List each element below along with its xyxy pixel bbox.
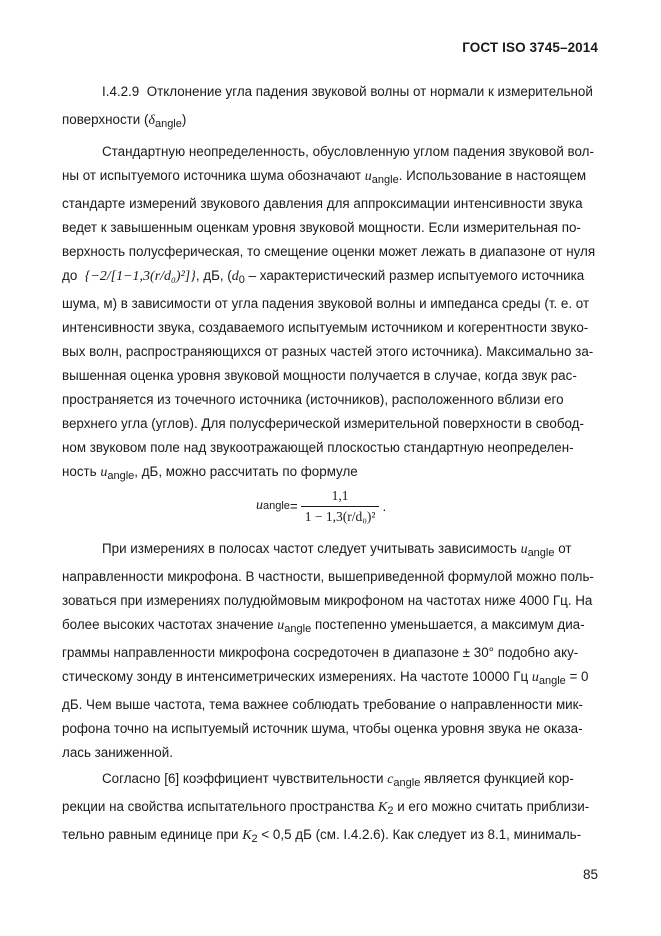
k2-symbol: K bbox=[242, 828, 252, 843]
p2-line: направленности микрофона. В частности, вышеприведенной формулой можно поль- bbox=[62, 569, 594, 584]
p2-text: граммы направленности микрофона сосредоточен в диапазоне bbox=[62, 645, 463, 660]
p2-line: лась заниженной. bbox=[62, 745, 173, 760]
p3-text: является функцией кор- bbox=[420, 771, 574, 786]
p2-line bbox=[62, 641, 599, 665]
p1-text: . Использование в настоящем bbox=[398, 168, 587, 183]
p1-text: – характеристический размер испытуемого источника bbox=[244, 268, 585, 283]
p1-line: верхнего угла (углов). Для полусферической измерительной поверхности в свобод- bbox=[62, 416, 584, 431]
p1-text: ны от испытуемого источника шума обозначают bbox=[62, 168, 365, 183]
p3-text: рекции на свойства испытательного пространства bbox=[62, 799, 378, 814]
u-subscript: angle bbox=[107, 470, 135, 482]
p2-text: стическому зонду в интенсиметрических измерениях. На частоте 10000 Гц bbox=[62, 669, 532, 684]
p3-line bbox=[62, 823, 599, 851]
p3-text: тельно равным единице при bbox=[62, 827, 243, 842]
paragraph-1 bbox=[62, 140, 599, 488]
p1-line: вых волн, распространяющихся от разных частей этого источника). Максимально за- bbox=[62, 344, 594, 359]
p3-line bbox=[62, 795, 599, 823]
k2-subscript: 2 bbox=[251, 833, 258, 845]
k2-subscript: 2 bbox=[387, 805, 394, 817]
u-symbol: u bbox=[277, 618, 285, 633]
p2-line: дБ. Чем выше частота, тема важнее соблюдать требование о направленности мик- bbox=[62, 697, 583, 712]
p1-line: интенсивности звука, создаваемого испытуемым источником и когерентности звуко- bbox=[62, 320, 589, 335]
u-symbol: u bbox=[520, 542, 528, 557]
formula-lhs-sub: angle bbox=[263, 500, 290, 512]
u-subscript: angle bbox=[538, 675, 566, 687]
p2-text: При измерениях в полосах частот следует учитывать зависимость bbox=[102, 541, 521, 556]
section-title-cont bbox=[62, 108, 599, 136]
plus-minus-range: ± 30° bbox=[462, 645, 494, 660]
p1-line: ведет к завышенным оценкам уровня звуковой мощности. Если измерительная по- bbox=[62, 220, 581, 235]
p1-text: до bbox=[62, 268, 78, 283]
p2-text: более высоких частотах значение bbox=[62, 617, 278, 632]
p1-line bbox=[62, 164, 599, 192]
p2-text: подобно аку- bbox=[494, 645, 579, 660]
p3-text: < 0,5 дБ (см. I.4.2.6). Как следует из 8.1, минималь- bbox=[257, 827, 582, 842]
delta-subscript: angle bbox=[154, 118, 182, 130]
paragraph-3 bbox=[62, 767, 599, 851]
title-cont-text: поверхности ( bbox=[62, 112, 149, 127]
k2-symbol: K bbox=[378, 800, 388, 815]
bias-formula: {−2/[1−1,3(r/d₀)²]} bbox=[84, 269, 196, 284]
p1-text: , дБ, можно рассчитать по формуле bbox=[134, 464, 358, 479]
p3-line bbox=[62, 767, 599, 795]
p2-line: рофона точно на испытуемый источник шума, чтобы оценка уровня звука не оказа- bbox=[62, 721, 583, 736]
p3-text: Согласно [6] коэффициент чувствительности bbox=[102, 771, 388, 786]
page-number: 85 bbox=[582, 867, 598, 882]
formula-lhs: u bbox=[256, 498, 263, 513]
formula-numerator: 1,1 bbox=[331, 487, 349, 503]
u-symbol: u bbox=[364, 169, 372, 184]
p1-line: ном звуковом поле над звукоотражающей плоскостью стандартную неопределен- bbox=[62, 440, 574, 455]
paragraph-2 bbox=[62, 537, 599, 765]
p1-line: Стандартную неопределенность, обусловленную углом падения звуковой вол- bbox=[102, 144, 594, 159]
formula-fraction bbox=[301, 488, 380, 525]
p1-text: , дБ, ( bbox=[195, 268, 232, 283]
standard-header: ГОСТ ISO 3745–2014 bbox=[462, 40, 598, 55]
c-symbol: c bbox=[387, 772, 394, 787]
p2-text: от bbox=[554, 541, 572, 556]
section-number: I.4.2.9 bbox=[102, 84, 140, 99]
p1-line: шума, м) в зависимости от угла падения звуковой волны и импеданса среды (т. е. от bbox=[62, 296, 590, 311]
uncertainty-formula bbox=[256, 484, 386, 528]
p1-line: стандарте измерений звукового давления для аппроксимации интенсивности звука bbox=[62, 196, 583, 211]
p2-line bbox=[62, 537, 599, 565]
d0-symbol: d bbox=[231, 269, 239, 284]
u-subscript: angle bbox=[527, 547, 555, 559]
p2-line bbox=[62, 665, 599, 693]
formula-equals: = bbox=[289, 498, 298, 514]
u-subscript: angle bbox=[371, 174, 399, 186]
u-symbol: u bbox=[100, 465, 108, 480]
formula-denominator: 1 − 1,3(r/d₀)² bbox=[301, 506, 380, 525]
p1-line: вышенная оценка уровня звуковой мощности получается в случае, когда звук рас- bbox=[62, 368, 577, 383]
delta-symbol: δ bbox=[148, 113, 155, 128]
p2-line: зоваться при измерениях полудюймовым микрофоном на частотах ниже 4000 Гц. На bbox=[62, 593, 593, 608]
p2-text: = 0 bbox=[565, 669, 589, 684]
section-heading bbox=[102, 84, 593, 99]
p1-line: пространяется из точечного источника (источников), расположенного вблизи его bbox=[62, 392, 564, 407]
p2-line bbox=[62, 613, 599, 641]
p3-text: и его можно считать приблизи- bbox=[393, 799, 590, 814]
section-title: Отклонение угла падения звуковой волны от нормали к измерительной bbox=[146, 84, 593, 99]
p1-text: ность bbox=[62, 464, 101, 479]
u-symbol: u bbox=[531, 670, 539, 685]
formula-end: . bbox=[382, 498, 387, 514]
c-subscript: angle bbox=[393, 777, 421, 789]
p2-text: постепенно уменьшается, а максимум диа- bbox=[311, 617, 585, 632]
title-end: ) bbox=[181, 112, 187, 127]
d0-subscript: 0 bbox=[238, 274, 245, 286]
p1-line: верхность полусферическая, то смещение оценки может лежать в диапазоне от нуля bbox=[62, 244, 596, 259]
u-subscript: angle bbox=[284, 623, 312, 635]
p1-line bbox=[62, 264, 599, 292]
